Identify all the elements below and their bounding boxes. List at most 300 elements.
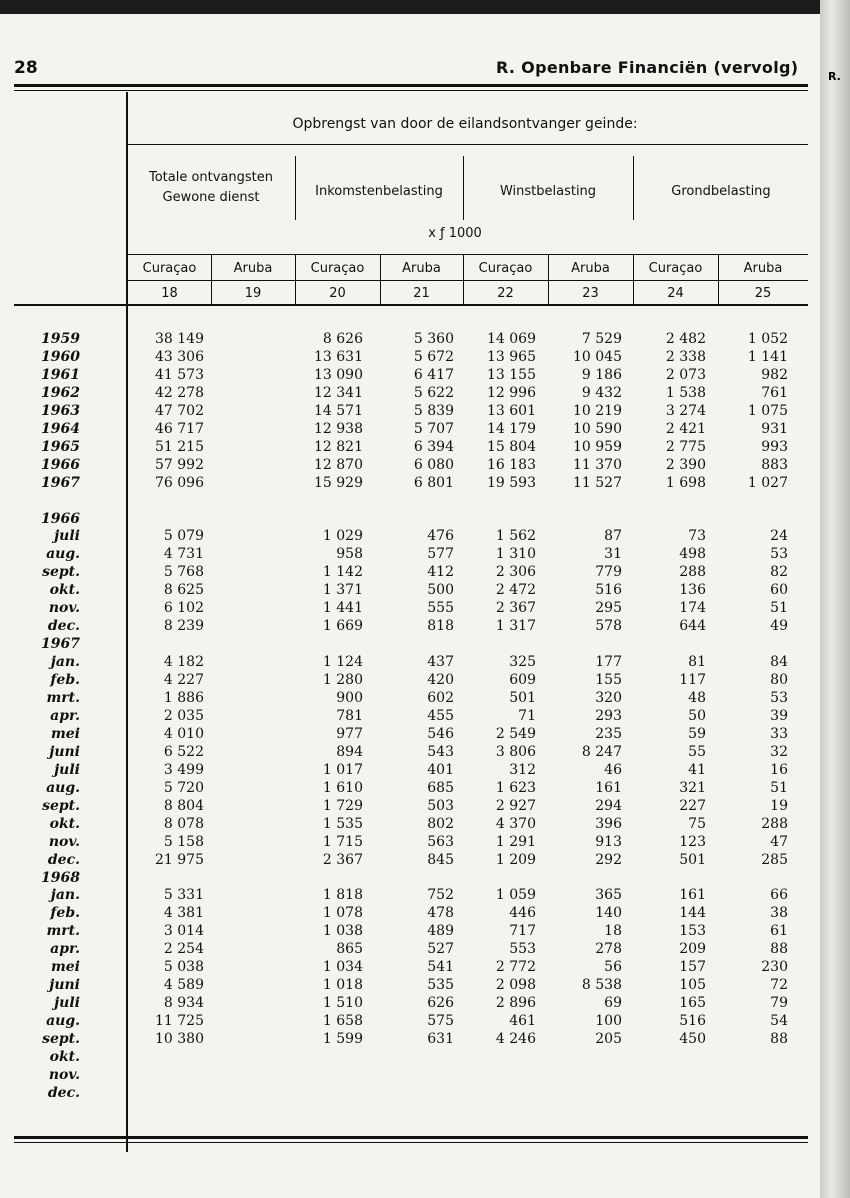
row-label: juli <box>54 761 80 778</box>
table-cell: 446 <box>509 905 536 922</box>
table-cell: 845 <box>427 851 454 868</box>
table-cell: 43 306 <box>155 348 204 365</box>
table-cell: 503 <box>427 797 454 814</box>
table-cell: 144 <box>679 905 706 922</box>
table-cell: 1 142 <box>322 564 363 581</box>
table-cell: 140 <box>595 905 622 922</box>
table-cell: 527 <box>427 941 454 958</box>
table-cell: 2 254 <box>163 941 204 958</box>
table-cell: 209 <box>679 941 706 958</box>
row-label: aug. <box>46 1013 80 1030</box>
table-cell: 15 804 <box>487 438 536 455</box>
table-cell: 320 <box>595 690 622 706</box>
subcolumn-label: Curaçao <box>478 261 533 276</box>
running-title: R. Openbare Financiën (vervolg) <box>496 58 799 77</box>
table-cell: 461 <box>509 1013 536 1030</box>
table-cell: 32 <box>770 743 788 760</box>
table-cell: 12 821 <box>314 438 363 455</box>
table-cell: 10 045 <box>573 348 622 365</box>
table-cell: 500 <box>427 582 454 599</box>
table-cell: 11 370 <box>573 456 622 473</box>
row-label: feb. <box>50 905 80 922</box>
table-cell: 2 927 <box>495 797 536 814</box>
table-cell: 292 <box>595 851 622 868</box>
row-label: okt. <box>49 582 80 599</box>
table-cell: 9 186 <box>581 366 622 383</box>
row-label: mei <box>50 959 80 976</box>
table-cell: 1 441 <box>322 600 363 617</box>
table-cell: 47 <box>770 833 788 850</box>
table-cell: 8 078 <box>163 815 204 832</box>
row-label: 1967 <box>41 474 80 491</box>
table-cell: 1 052 <box>747 331 788 347</box>
table-cell: 3 499 <box>163 761 204 778</box>
table-cell: 82 <box>770 564 788 581</box>
table-cell: 57 992 <box>155 456 204 473</box>
column-number: 19 <box>244 286 262 301</box>
table-cell: 2 772 <box>495 959 536 976</box>
table-cell: 14 069 <box>487 331 536 347</box>
table-cell: 13 631 <box>314 348 363 365</box>
table-cell: 13 155 <box>487 366 536 383</box>
table-cell: 2 367 <box>322 851 363 868</box>
table-cell: 761 <box>761 384 788 401</box>
table-cell: 1 317 <box>495 618 536 635</box>
table-cell: 10 959 <box>573 438 622 455</box>
table-cell: 81 <box>688 654 706 671</box>
table-cell: 41 573 <box>155 366 204 383</box>
column-number: 20 <box>329 286 346 301</box>
table-cell: 100 <box>595 1013 622 1030</box>
table-cell: 1 715 <box>322 833 363 850</box>
table-cell: 53 <box>770 690 788 706</box>
table-cell: 913 <box>595 833 622 850</box>
column-number: 22 <box>497 286 514 301</box>
table-cell: 8 538 <box>581 977 622 994</box>
table-cell: 53 <box>770 546 788 563</box>
row-label: 1965 <box>41 438 80 455</box>
table-cell: 2 306 <box>495 564 536 581</box>
column-number: 25 <box>754 286 772 301</box>
table-cell: 1 538 <box>665 384 706 401</box>
table-cell: 46 <box>604 761 622 778</box>
table-cell: 865 <box>336 941 363 958</box>
table-cell: 2 421 <box>665 420 706 437</box>
row-label: juli <box>54 528 80 545</box>
table-cell: 14 179 <box>487 420 536 437</box>
table-cell: 5 707 <box>413 420 454 437</box>
column-number: 21 <box>413 286 430 301</box>
table-cell: 2 390 <box>665 456 706 473</box>
table-cell: 15 929 <box>314 474 363 491</box>
table-cell: 56 <box>604 959 622 976</box>
row-label: sept. <box>42 797 80 814</box>
table-cell: 1 623 <box>495 779 536 796</box>
table-cell: 16 183 <box>487 456 536 473</box>
table-cell: 19 <box>770 797 788 814</box>
table-cell: 931 <box>761 420 788 437</box>
table-cell: 9 432 <box>581 384 622 401</box>
table-cell: 535 <box>427 977 454 994</box>
row-label: mei <box>50 725 80 742</box>
table-cell: 75 <box>688 815 706 832</box>
table-cell: 609 <box>509 672 536 689</box>
table-cell: 153 <box>679 923 706 940</box>
table-cell: 155 <box>595 672 622 689</box>
table-cell: 6 801 <box>413 474 454 491</box>
table-cell: 10 380 <box>155 1031 204 1048</box>
row-label: nov. <box>48 1066 80 1083</box>
table-cell: 2 367 <box>495 600 536 617</box>
table-cell: 161 <box>595 779 622 796</box>
table-cell: 285 <box>761 851 788 868</box>
table-cell: 1 698 <box>665 474 706 491</box>
table-cell: 1 535 <box>322 815 363 832</box>
table-cell: 73 <box>688 528 706 545</box>
table-cell: 8 625 <box>163 582 204 599</box>
table-cell: 602 <box>427 690 454 706</box>
table-cell: 4 010 <box>163 725 204 742</box>
header-bottom-rule <box>14 304 808 306</box>
group-line: Gewone dienst <box>162 190 260 205</box>
table-cell: 49 <box>770 618 788 635</box>
table-cell: 5 331 <box>163 887 204 904</box>
table-cell: 5 038 <box>163 959 204 976</box>
table-cell: 48 <box>688 690 706 706</box>
table-cell: 1 562 <box>495 528 536 545</box>
table-cell: 60 <box>770 582 788 599</box>
table-cell: 88 <box>770 1031 788 1048</box>
table-cell: 51 <box>770 779 788 796</box>
table-cell: 1 075 <box>747 402 788 419</box>
table-cell: 13 090 <box>314 366 363 383</box>
row-label: okt. <box>49 815 80 832</box>
subcolumn-label: Aruba <box>743 261 783 276</box>
table-cell: 288 <box>679 564 706 581</box>
table-cell: 546 <box>427 725 454 742</box>
row-label: 1964 <box>41 420 80 437</box>
table-cell: 1 729 <box>322 797 363 814</box>
row-label: nov. <box>48 600 80 617</box>
table-cell: 38 <box>770 905 788 922</box>
table-cell: 1 610 <box>322 779 363 796</box>
table-cell: 69 <box>604 995 622 1012</box>
table-cell: 5 672 <box>413 348 454 365</box>
table-cell: 779 <box>595 564 622 581</box>
spanner-rule <box>128 144 808 145</box>
table-cell: 39 <box>770 707 788 724</box>
table-cell: 11 725 <box>155 1013 204 1030</box>
table-cell: 1 658 <box>322 1013 363 1030</box>
table-cell: 294 <box>595 797 622 814</box>
table-cell: 4 182 <box>163 654 204 671</box>
row-label: 1966 <box>41 456 80 473</box>
table-cell: 235 <box>595 725 622 742</box>
table-cell: 6 102 <box>163 600 204 617</box>
top-rule <box>14 84 808 87</box>
table-cell: 8 247 <box>581 743 622 760</box>
table-cell: 21 975 <box>155 851 204 868</box>
row-label: 1959 <box>41 331 80 347</box>
table-cell: 900 <box>336 690 363 706</box>
table-cell: 401 <box>427 761 454 778</box>
row-label: 1967 <box>41 636 80 653</box>
subcolumn-label: Curaçao <box>648 261 703 276</box>
header-group-grond: Grondbelasting <box>671 184 771 199</box>
table-cell: 437 <box>427 654 454 671</box>
row-label: aug. <box>46 779 80 796</box>
table-cell: 13 965 <box>487 348 536 365</box>
table-cell: 295 <box>595 600 622 617</box>
bottom-rule <box>14 1136 808 1139</box>
table-cell: 563 <box>427 833 454 850</box>
table-cell: 174 <box>679 600 706 617</box>
document-page <box>0 14 820 1198</box>
table-cell: 84 <box>770 654 788 671</box>
table-cell: 476 <box>427 528 454 545</box>
bottom-rule-thin <box>14 1142 808 1143</box>
table-cell: 79 <box>770 995 788 1012</box>
table-cell: 5 839 <box>413 402 454 419</box>
table-cell: 157 <box>679 959 706 976</box>
table-cell: 541 <box>427 959 454 976</box>
table-cell: 1 371 <box>322 582 363 599</box>
row-label: dec. <box>47 618 80 635</box>
table-cell: 54 <box>770 1013 788 1030</box>
table-cell: 450 <box>679 1031 706 1048</box>
table-cell: 1 280 <box>322 672 363 689</box>
row-label: jan. <box>50 654 80 671</box>
table-cell: 3 806 <box>495 743 536 760</box>
table-cell: 2 338 <box>665 348 706 365</box>
table-cell: 6 417 <box>413 366 454 383</box>
table-cell: 4 370 <box>495 815 536 832</box>
header-spanner: Opbrengst van door de eilandsontvanger geinde: <box>292 116 638 132</box>
table-cell: 1 886 <box>163 690 204 706</box>
table-cell: 1 209 <box>495 851 536 868</box>
table-cell: 894 <box>336 743 363 760</box>
row-label: dec. <box>47 1084 80 1101</box>
table-cell: 1 038 <box>322 923 363 940</box>
table-cell: 24 <box>770 528 788 545</box>
table-cell: 498 <box>679 546 706 563</box>
table-cell: 55 <box>688 743 706 760</box>
row-label: juli <box>54 995 80 1012</box>
table-cell: 42 278 <box>155 384 204 401</box>
table-cell: 19 593 <box>487 474 536 491</box>
subheader-rule <box>128 254 808 255</box>
table-cell: 66 <box>770 887 788 904</box>
table-cell: 516 <box>595 582 622 599</box>
table-cell: 1 310 <box>495 546 536 563</box>
header-group-total <box>128 168 294 208</box>
table-cell: 4 246 <box>495 1031 536 1048</box>
table-cell: 644 <box>679 618 706 635</box>
table-cell: 516 <box>679 1013 706 1030</box>
table-cell: 205 <box>595 1031 622 1048</box>
table-cell: 14 571 <box>314 402 363 419</box>
table-cell: 802 <box>427 815 454 832</box>
table-cell: 51 215 <box>155 438 204 455</box>
table-cell: 87 <box>604 528 622 545</box>
row-label: sept. <box>42 564 80 581</box>
table-cell: 165 <box>679 995 706 1012</box>
table-cell: 883 <box>761 456 788 473</box>
table-cell: 1 599 <box>322 1031 363 1048</box>
table-cell: 51 <box>770 600 788 617</box>
table-cell: 420 <box>427 672 454 689</box>
page-number: 28 <box>14 58 38 78</box>
table-cell: 12 938 <box>314 420 363 437</box>
table-cell: 18 <box>604 923 622 940</box>
table-cell: 13 601 <box>487 402 536 419</box>
table-cell: 8 626 <box>322 331 363 347</box>
table-cell: 455 <box>427 707 454 724</box>
row-label: aug. <box>46 546 80 563</box>
table-cell: 1 027 <box>747 474 788 491</box>
table-cell: 578 <box>595 618 622 635</box>
table-cell: 982 <box>761 366 788 383</box>
table-cell: 71 <box>518 707 536 724</box>
unit-label: x ƒ 1000 <box>428 226 482 241</box>
table-cell: 117 <box>679 672 706 689</box>
table-cell: 626 <box>427 995 454 1012</box>
row-label: feb. <box>50 672 80 689</box>
edge-letter: R. <box>828 70 841 83</box>
table-cell: 6 522 <box>163 743 204 760</box>
table-cell: 5 158 <box>163 833 204 850</box>
row-label: mrt. <box>46 690 80 706</box>
column-number: 23 <box>582 286 599 301</box>
table-cell: 4 589 <box>163 977 204 994</box>
table-cell: 1 510 <box>322 995 363 1012</box>
table-cell: 478 <box>427 905 454 922</box>
table-cell: 80 <box>770 672 788 689</box>
row-label: 1963 <box>41 402 80 419</box>
table-cell: 8 804 <box>163 797 204 814</box>
table-cell: 501 <box>679 851 706 868</box>
row-label: mrt. <box>46 923 80 940</box>
table-cell: 123 <box>679 833 706 850</box>
subcolumn-label: Aruba <box>233 261 273 276</box>
table-cell: 11 527 <box>573 474 622 491</box>
table-cell: 717 <box>509 923 536 940</box>
table-cell: 2 549 <box>495 725 536 742</box>
subcolumn-label: Aruba <box>402 261 441 276</box>
table-cell: 72 <box>770 977 788 994</box>
row-label: apr. <box>50 941 80 958</box>
table-cell: 685 <box>427 779 454 796</box>
row-label: 1962 <box>41 384 80 401</box>
table-cell: 1 034 <box>322 959 363 976</box>
table-cell: 6 080 <box>413 456 454 473</box>
row-label: apr. <box>50 707 80 724</box>
table-cell: 1 124 <box>322 654 363 671</box>
table-cell: 161 <box>679 887 706 904</box>
table-cell: 12 870 <box>314 456 363 473</box>
table-cell: 46 717 <box>155 420 204 437</box>
table-cell: 977 <box>336 725 363 742</box>
table-cell: 47 702 <box>155 402 204 419</box>
row-label: juni <box>49 977 80 994</box>
table-cell: 177 <box>595 654 622 671</box>
table-cell: 4 381 <box>163 905 204 922</box>
table-cell: 577 <box>427 546 454 563</box>
row-label: 1968 <box>41 869 80 886</box>
row-label: jan. <box>50 887 80 904</box>
table-cell: 2 775 <box>665 438 706 455</box>
table-cell: 7 529 <box>581 331 622 347</box>
table-cell: 1 078 <box>322 905 363 922</box>
table-cell: 227 <box>679 797 706 814</box>
row-label: okt. <box>49 1049 80 1065</box>
table-cell: 325 <box>509 654 536 671</box>
row-label: 1960 <box>41 348 80 365</box>
table-cell: 993 <box>761 438 788 455</box>
table-cell: 818 <box>427 618 454 635</box>
table-cell: 1 017 <box>322 761 363 778</box>
subcolumn-label: Aruba <box>571 261 610 276</box>
column-number: 18 <box>161 286 178 301</box>
table-cell: 1 141 <box>747 348 788 365</box>
table-cell: 1 291 <box>495 833 536 850</box>
table-cell: 88 <box>770 941 788 958</box>
header-group-inkomsten: Inkomstenbelasting <box>315 184 443 199</box>
table-cell: 5 360 <box>413 331 454 347</box>
table-cell: 33 <box>770 725 788 742</box>
table-cell: 1 669 <box>322 618 363 635</box>
table-cell: 10 219 <box>573 402 622 419</box>
table-cell: 3 274 <box>665 402 706 419</box>
table-cell: 41 <box>688 761 706 778</box>
table-cell: 105 <box>679 977 706 994</box>
table-cell: 2 472 <box>495 582 536 599</box>
table-cell: 136 <box>679 582 706 599</box>
table-cell: 489 <box>427 923 454 940</box>
next-page-edge <box>820 0 850 1198</box>
table-cell: 5 079 <box>163 528 204 545</box>
table-cell: 365 <box>595 887 622 904</box>
row-label: nov. <box>48 833 80 850</box>
table-cell: 3 014 <box>163 923 204 940</box>
header-group-winst: Winstbelasting <box>499 184 597 199</box>
table-cell: 396 <box>595 815 622 832</box>
colnum-rule <box>128 280 808 281</box>
table-cell: 1 018 <box>322 977 363 994</box>
table-cell: 575 <box>427 1013 454 1030</box>
row-label: 1961 <box>41 366 80 383</box>
row-label: sept. <box>42 1031 80 1048</box>
table-cell: 5 720 <box>163 779 204 796</box>
table-cell: 38 149 <box>155 331 204 347</box>
column-number: 24 <box>667 286 684 301</box>
table-cell: 781 <box>336 707 363 724</box>
table-cell: 4 731 <box>163 546 204 563</box>
table-cell: 1 029 <box>322 528 363 545</box>
table-cell: 2 482 <box>665 331 706 347</box>
table-cell: 50 <box>688 707 706 724</box>
table-cell: 8 934 <box>163 995 204 1012</box>
table-cell: 555 <box>427 600 454 617</box>
table-cell: 4 227 <box>163 672 204 689</box>
table-cell: 293 <box>595 707 622 724</box>
table-cell: 16 <box>770 761 788 778</box>
table-cell: 543 <box>427 743 454 760</box>
row-label: 1966 <box>41 510 80 527</box>
table-cell: 10 590 <box>573 420 622 437</box>
table-cell: 321 <box>679 779 706 796</box>
table-cell: 288 <box>761 815 788 832</box>
